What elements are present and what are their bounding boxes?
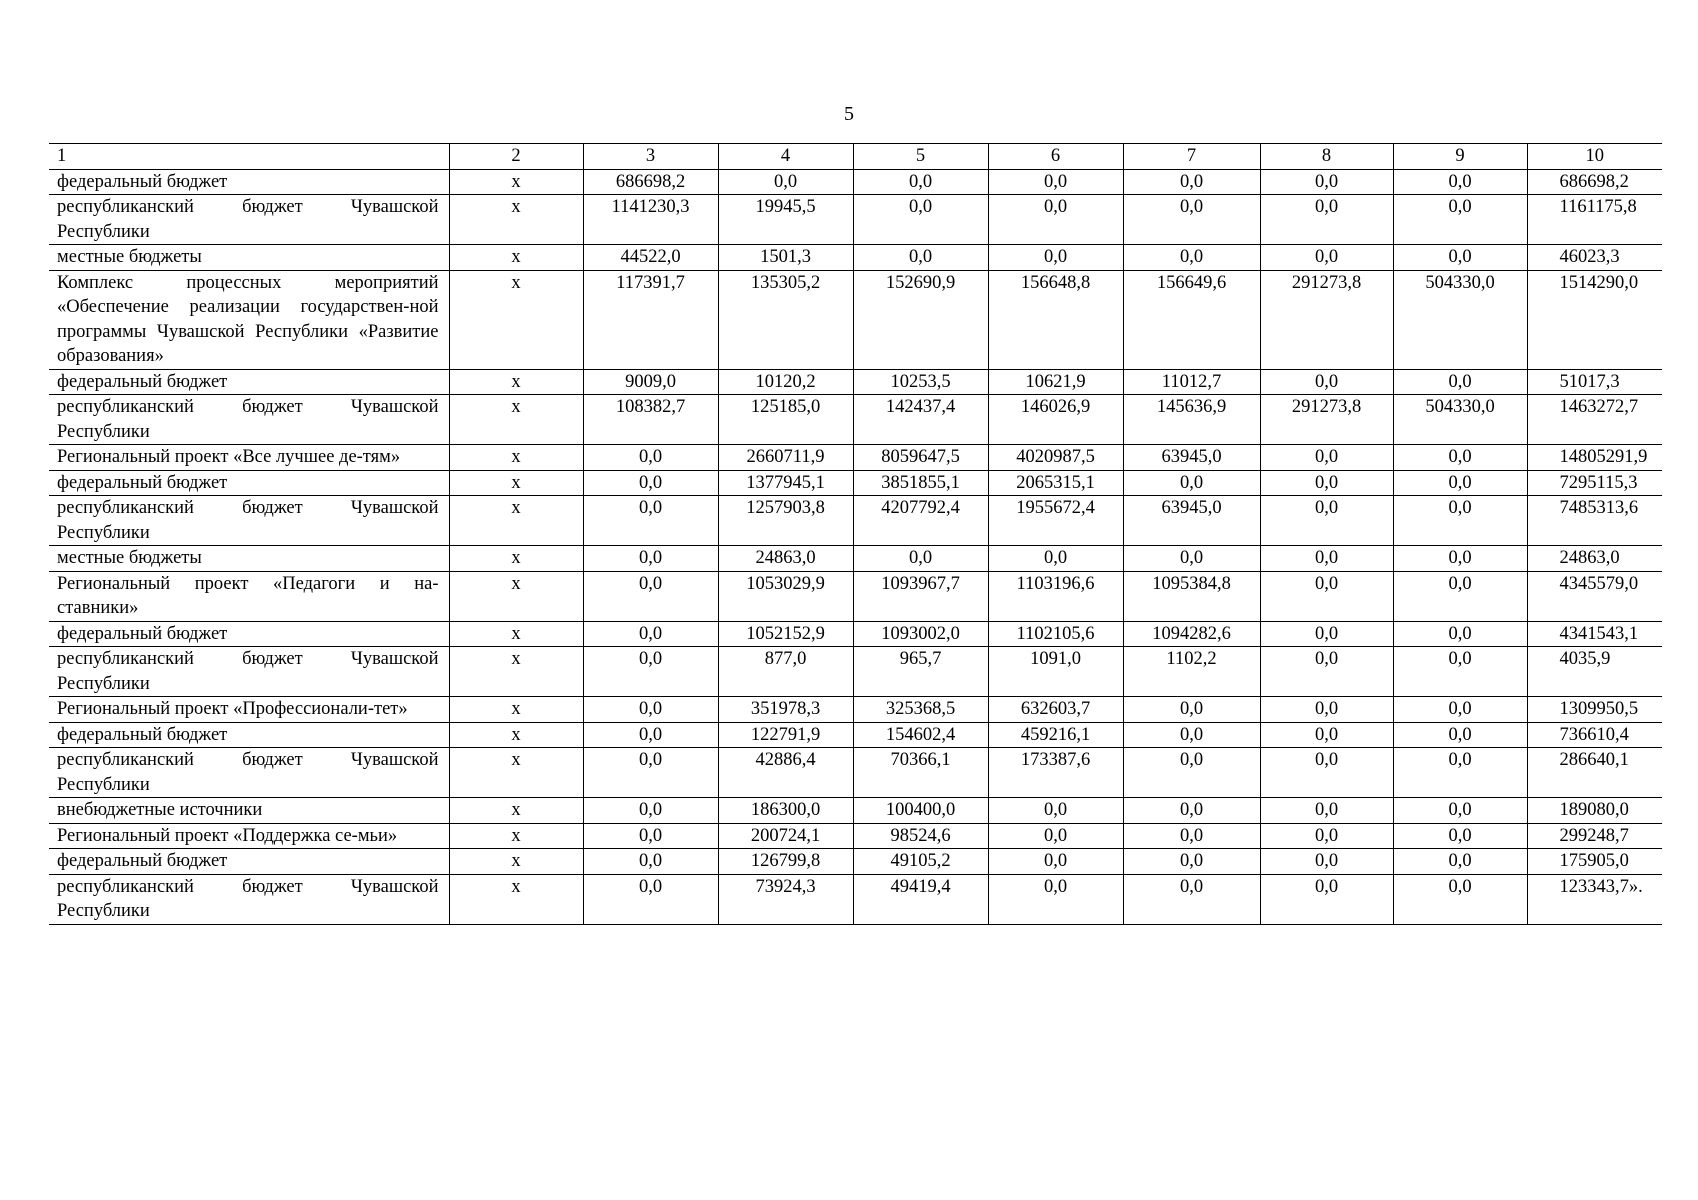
table-cell: 0,0	[988, 195, 1123, 245]
table-cell: 1094282,6	[1123, 621, 1260, 647]
table-cell: х	[449, 748, 583, 798]
table-cell: 0,0	[1260, 369, 1393, 395]
table-cell: 98524,6	[853, 823, 988, 849]
table-cell: 19945,5	[718, 195, 853, 245]
table-cell: 142437,4	[853, 395, 988, 445]
table-cell: 0,0	[988, 546, 1123, 572]
table-cell: 11012,7	[1123, 369, 1260, 395]
table-cell: 3851855,1	[853, 470, 988, 496]
table-cell: 0,0	[1123, 823, 1260, 849]
row-label: Региональный проект «Поддержка се-мьи»	[49, 823, 449, 849]
table-cell: 1309950,5	[1527, 697, 1662, 723]
table-cell: 1052152,9	[718, 621, 853, 647]
table-cell: 10120,2	[718, 369, 853, 395]
table-cell: 0,0	[1260, 470, 1393, 496]
table-cell: 2660711,9	[718, 445, 853, 471]
table-cell: 0,0	[1393, 571, 1527, 621]
table-cell: 145636,9	[1123, 395, 1260, 445]
table-cell: 186300,0	[718, 798, 853, 824]
row-label: федеральный бюджет	[49, 369, 449, 395]
table-row	[49, 697, 1662, 723]
row-label: Региональный проект «Все лучшее де-тям»	[49, 445, 449, 471]
table-row	[49, 571, 1662, 621]
row-label: местные бюджеты	[49, 245, 449, 271]
table-cell: 123343,7».	[1527, 874, 1662, 924]
table-cell: 0,0	[1393, 369, 1527, 395]
table-cell: 0,0	[583, 445, 718, 471]
table-row	[49, 748, 1662, 798]
table-row	[49, 395, 1662, 445]
table-cell: 8059647,5	[853, 445, 988, 471]
table-cell: 0,0	[1393, 823, 1527, 849]
table-cell: 156649,6	[1123, 270, 1260, 369]
table-cell: 0,0	[583, 546, 718, 572]
table-row	[49, 496, 1662, 546]
table-cell: 1955672,4	[988, 496, 1123, 546]
table-cell: 291273,8	[1260, 270, 1393, 369]
table-cell: 0,0	[1260, 823, 1393, 849]
column-header: 9	[1393, 144, 1527, 170]
table-cell: 2065315,1	[988, 470, 1123, 496]
table-row	[49, 621, 1662, 647]
table-cell: 0,0	[583, 849, 718, 875]
table-cell: 117391,7	[583, 270, 718, 369]
table-cell: 325368,5	[853, 697, 988, 723]
table-row	[49, 445, 1662, 471]
table-cell: 1141230,3	[583, 195, 718, 245]
table-cell: 0,0	[1393, 169, 1527, 195]
table-cell: 9009,0	[583, 369, 718, 395]
table-cell: 1102105,6	[988, 621, 1123, 647]
table-cell: 877,0	[718, 647, 853, 697]
table-cell: 0,0	[1393, 245, 1527, 271]
table-row	[49, 849, 1662, 875]
table-cell: 0,0	[583, 470, 718, 496]
table-cell: х	[449, 697, 583, 723]
table-cell: 0,0	[583, 697, 718, 723]
row-label: республиканский бюджет Чувашской Республики	[49, 874, 449, 924]
row-label: республиканский бюджет Чувашской Республики	[49, 395, 449, 445]
table-cell: 4035,9	[1527, 647, 1662, 697]
table-cell: 63945,0	[1123, 445, 1260, 471]
table-cell: х	[449, 470, 583, 496]
table-body	[49, 144, 1662, 925]
row-label: федеральный бюджет	[49, 722, 449, 748]
row-label: федеральный бюджет	[49, 849, 449, 875]
table-cell: 299248,7	[1527, 823, 1662, 849]
table-cell: 0,0	[1123, 748, 1260, 798]
table-cell: 1093967,7	[853, 571, 988, 621]
table-cell: 0,0	[1123, 874, 1260, 924]
table-cell: х	[449, 195, 583, 245]
table-cell: х	[449, 496, 583, 546]
table-cell: 0,0	[1123, 546, 1260, 572]
table-cell: 0,0	[1123, 697, 1260, 723]
table-cell: 1257903,8	[718, 496, 853, 546]
table-cell: 1095384,8	[1123, 571, 1260, 621]
table-cell: 63945,0	[1123, 496, 1260, 546]
table-cell: 1463272,7	[1527, 395, 1662, 445]
table-cell: 0,0	[718, 169, 853, 195]
table-cell: 44522,0	[583, 245, 718, 271]
table-cell: 4341543,1	[1527, 621, 1662, 647]
table-cell: 0,0	[1260, 697, 1393, 723]
table-cell: 189080,0	[1527, 798, 1662, 824]
table-cell: 1377945,1	[718, 470, 853, 496]
table-cell: 0,0	[583, 496, 718, 546]
table-row	[49, 470, 1662, 496]
table-cell: х	[449, 169, 583, 195]
table-row	[49, 169, 1662, 195]
table-cell: х	[449, 722, 583, 748]
table-cell: 0,0	[1123, 849, 1260, 875]
table-cell: х	[449, 245, 583, 271]
row-label: республиканский бюджет Чувашской Республики	[49, 496, 449, 546]
column-header: 7	[1123, 144, 1260, 170]
table-cell: 0,0	[988, 849, 1123, 875]
table-cell: 0,0	[1123, 195, 1260, 245]
table-cell: х	[449, 823, 583, 849]
table-cell: 0,0	[1393, 722, 1527, 748]
row-label: внебюджетные источники	[49, 798, 449, 824]
table-cell: 686698,2	[583, 169, 718, 195]
table-cell: 0,0	[1260, 748, 1393, 798]
table-cell: 0,0	[583, 748, 718, 798]
table-cell: 152690,9	[853, 270, 988, 369]
table-cell: 0,0	[583, 621, 718, 647]
table-cell: 504330,0	[1393, 395, 1527, 445]
row-label: Региональный проект «Профессионали-тет»	[49, 697, 449, 723]
table-cell: 0,0	[1123, 798, 1260, 824]
table-cell: 0,0	[1393, 874, 1527, 924]
row-label: республиканский бюджет Чувашской Республики	[49, 195, 449, 245]
column-header: 1	[49, 144, 449, 170]
table-cell: 24863,0	[718, 546, 853, 572]
table-cell: 0,0	[853, 195, 988, 245]
table-cell: 504330,0	[1393, 270, 1527, 369]
table-cell: х	[449, 571, 583, 621]
table-cell: 146026,9	[988, 395, 1123, 445]
table-cell: 0,0	[583, 823, 718, 849]
table-cell: 0,0	[1260, 621, 1393, 647]
table-cell: 0,0	[1260, 195, 1393, 245]
table-cell: 70366,1	[853, 748, 988, 798]
table-cell: 286640,1	[1527, 748, 1662, 798]
table-cell: 0,0	[1123, 722, 1260, 748]
table-cell: 0,0	[1260, 445, 1393, 471]
table-cell: 0,0	[1393, 798, 1527, 824]
table-cell: 632603,7	[988, 697, 1123, 723]
table-cell: 0,0	[1260, 245, 1393, 271]
column-header: 10	[1527, 144, 1662, 170]
table-cell: 49419,4	[853, 874, 988, 924]
table-cell: 10621,9	[988, 369, 1123, 395]
table-cell: 42886,4	[718, 748, 853, 798]
table-cell: 0,0	[988, 823, 1123, 849]
table-row	[49, 546, 1662, 572]
table-cell: 73924,3	[718, 874, 853, 924]
table-cell: 0,0	[988, 798, 1123, 824]
table-cell: х	[449, 445, 583, 471]
table-cell: 0,0	[583, 722, 718, 748]
column-header: 4	[718, 144, 853, 170]
table-cell: 1514290,0	[1527, 270, 1662, 369]
table-cell: 965,7	[853, 647, 988, 697]
table-cell: х	[449, 621, 583, 647]
table-cell: 4020987,5	[988, 445, 1123, 471]
table-cell: 24863,0	[1527, 546, 1662, 572]
table-cell: 200724,1	[718, 823, 853, 849]
table-cell: 100400,0	[853, 798, 988, 824]
table-cell: 0,0	[583, 647, 718, 697]
table-cell: 173387,6	[988, 748, 1123, 798]
table-cell: 1501,3	[718, 245, 853, 271]
table-cell: 46023,3	[1527, 245, 1662, 271]
table-row	[49, 245, 1662, 271]
table-cell: 7295115,3	[1527, 470, 1662, 496]
table-cell: 0,0	[853, 169, 988, 195]
table-cell: 7485313,6	[1527, 496, 1662, 546]
table-cell: 1102,2	[1123, 647, 1260, 697]
table-cell: 0,0	[1260, 874, 1393, 924]
table-cell: 0,0	[1393, 195, 1527, 245]
row-label: республиканский бюджет Чувашской Республики	[49, 647, 449, 697]
table-cell: 10253,5	[853, 369, 988, 395]
table-cell: 51017,3	[1527, 369, 1662, 395]
column-header: 8	[1260, 144, 1393, 170]
table-cell: 291273,8	[1260, 395, 1393, 445]
table-cell: х	[449, 849, 583, 875]
table-cell: 154602,4	[853, 722, 988, 748]
table-cell: 126799,8	[718, 849, 853, 875]
table-cell: 122791,9	[718, 722, 853, 748]
table-cell: 135305,2	[718, 270, 853, 369]
table-cell: 0,0	[853, 546, 988, 572]
table-cell: 351978,3	[718, 697, 853, 723]
column-header: 2	[449, 144, 583, 170]
budget-table	[49, 143, 1662, 925]
table-cell: 0,0	[1393, 546, 1527, 572]
table-cell: 1093002,0	[853, 621, 988, 647]
table-cell: 1091,0	[988, 647, 1123, 697]
table-row	[49, 270, 1662, 369]
header-row	[49, 144, 1662, 170]
table-cell: 686698,2	[1527, 169, 1662, 195]
table-cell: 0,0	[1123, 470, 1260, 496]
table-cell: 0,0	[1393, 496, 1527, 546]
column-header: 6	[988, 144, 1123, 170]
table-cell: 0,0	[1260, 571, 1393, 621]
table-cell: 459216,1	[988, 722, 1123, 748]
row-label: федеральный бюджет	[49, 621, 449, 647]
table-cell: 0,0	[1393, 647, 1527, 697]
table-cell: 0,0	[1393, 697, 1527, 723]
table-cell: 156648,8	[988, 270, 1123, 369]
row-label: федеральный бюджет	[49, 169, 449, 195]
table-cell: 0,0	[1260, 647, 1393, 697]
table-cell: х	[449, 874, 583, 924]
table-cell: х	[449, 270, 583, 369]
table-cell: 0,0	[1260, 849, 1393, 875]
table-cell: 14805291,9	[1527, 445, 1662, 471]
row-label: местные бюджеты	[49, 546, 449, 572]
table-cell: 0,0	[988, 169, 1123, 195]
column-header: 5	[853, 144, 988, 170]
table-cell: 0,0	[1393, 748, 1527, 798]
table-cell: 1053029,9	[718, 571, 853, 621]
column-header: 3	[583, 144, 718, 170]
table-cell: 0,0	[583, 874, 718, 924]
table-cell: 0,0	[1260, 496, 1393, 546]
table-row	[49, 369, 1662, 395]
table-cell: 0,0	[1123, 169, 1260, 195]
table-cell: 0,0	[1260, 546, 1393, 572]
table-cell: 4207792,4	[853, 496, 988, 546]
table-cell: 0,0	[988, 874, 1123, 924]
table-cell: 0,0	[1260, 798, 1393, 824]
row-label: федеральный бюджет	[49, 470, 449, 496]
table-cell: 736610,4	[1527, 722, 1662, 748]
row-label: Комплекс процессных мероприятий «Обеспечение реализации государствен-ной программы Чувашской Республики «Развитие образования»	[49, 270, 449, 369]
table-cell: 0,0	[1123, 245, 1260, 271]
table-cell: 0,0	[1393, 849, 1527, 875]
table-cell: 0,0	[1260, 722, 1393, 748]
table-cell: х	[449, 798, 583, 824]
table-cell: х	[449, 546, 583, 572]
table-cell: 175905,0	[1527, 849, 1662, 875]
table-cell: 108382,7	[583, 395, 718, 445]
table-cell: 0,0	[1393, 621, 1527, 647]
table-cell: 125185,0	[718, 395, 853, 445]
table-cell: 0,0	[1393, 445, 1527, 471]
table-cell: х	[449, 395, 583, 445]
row-label: Региональный проект «Педагоги и на-ставники»	[49, 571, 449, 621]
table-cell: х	[449, 369, 583, 395]
table-row	[49, 823, 1662, 849]
table-cell: 0,0	[988, 245, 1123, 271]
page-number: 5	[844, 103, 854, 125]
table-cell: 0,0	[853, 245, 988, 271]
table-cell: 1161175,8	[1527, 195, 1662, 245]
table-row	[49, 798, 1662, 824]
table-cell: 1103196,6	[988, 571, 1123, 621]
table-cell: х	[449, 647, 583, 697]
table-cell: 49105,2	[853, 849, 988, 875]
table-cell: 0,0	[583, 798, 718, 824]
table-row	[49, 874, 1662, 924]
table-cell: 0,0	[1260, 169, 1393, 195]
row-label: республиканский бюджет Чувашской Республики	[49, 748, 449, 798]
table-row	[49, 722, 1662, 748]
table-cell: 0,0	[583, 571, 718, 621]
table-row	[49, 647, 1662, 697]
table-row	[49, 195, 1662, 245]
table-cell: 0,0	[1393, 470, 1527, 496]
table-cell: 4345579,0	[1527, 571, 1662, 621]
